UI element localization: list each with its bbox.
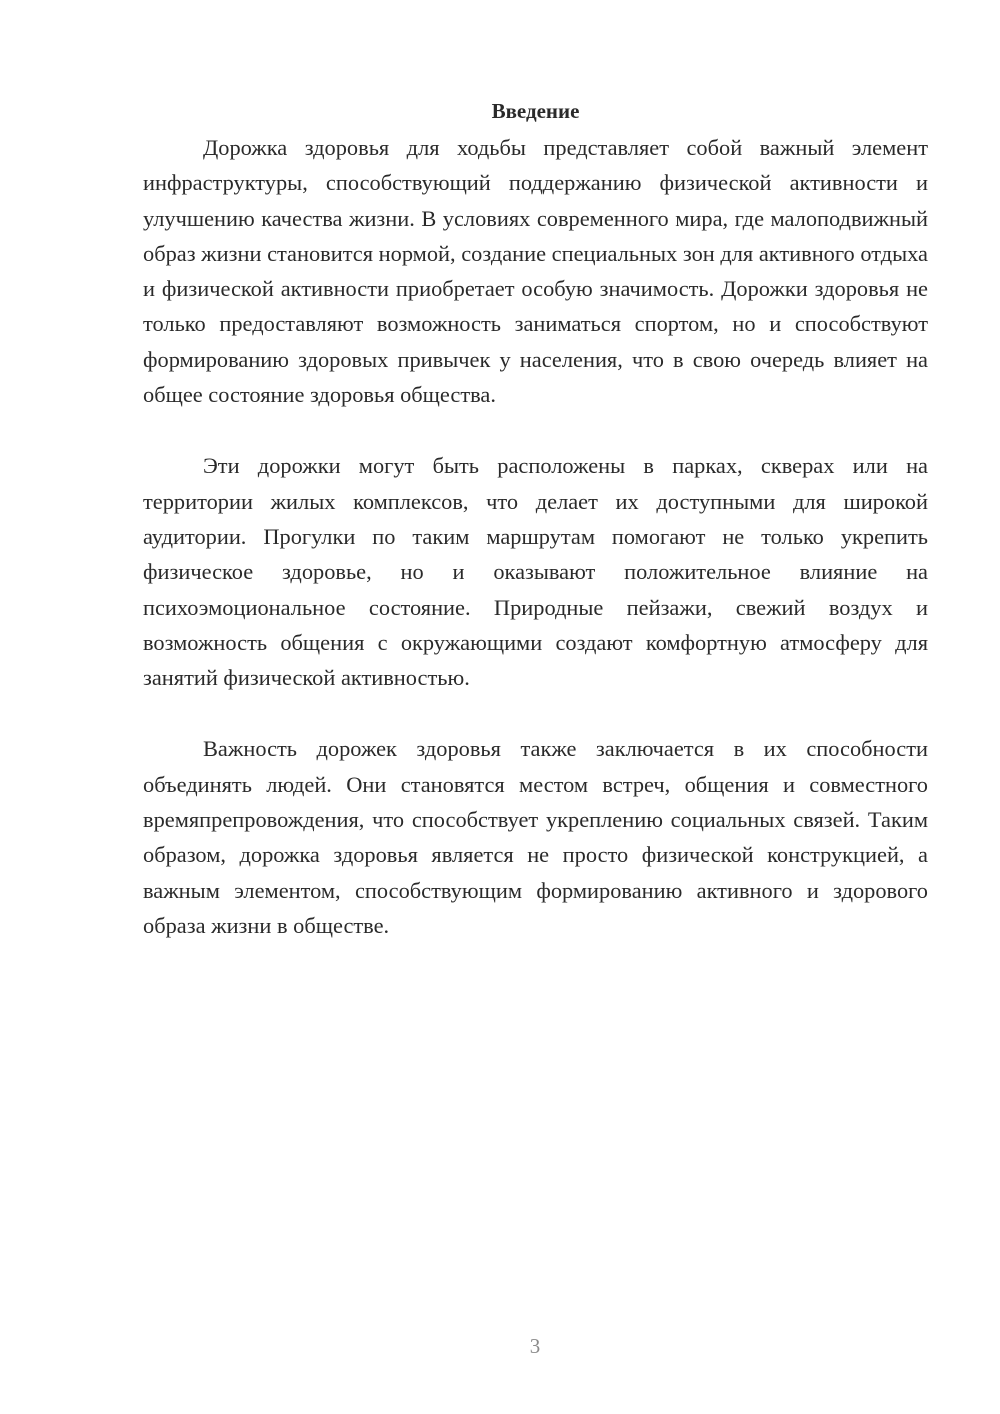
page-content [143, 96, 928, 979]
section-heading: Введение [491, 99, 580, 123]
paragraph-1: Дорожка здоровья для ходьбы представляет собой важный элемент инфраструктуры, способствующий поддержанию физической активности и улучшению качества жизни. В условиях современного мира, где малоподвижный образ жизни становится нормой, создание специальных зон для активного отдыха и физической активности приобретает особую значимость. Дорожки здоровья не только предоставляют возможность заниматься спортом, но и способствуют формированию здоровых привычек у населения, что в свою очередь влияет на общее состояние здоровья общества. [143, 135, 928, 408]
page-number: 3 [529, 1334, 541, 1358]
paragraph-3: Важность дорожек здоровья также заключается в их способности объединять людей. Они становятся местом встреч, общения и совместного времяпрепровождения, что способствует укреплению социальных связей. Таким образом, дорожка здоровья является не просто физической конструкцией, а важным элементом, способствующим формированию активного и здорового образа жизни в обществе. [143, 736, 928, 938]
paragraph-2: Эти дорожки могут быть расположены в парках, скверах или на территории жилых комплексов, что делает их доступными для широкой аудитории. Прогулки по таким маршрутам помогают не только укрепить физическое здоровье, но и оказывают положительное влияние на психоэмоциональное состояние. Природные пейзажи, свежий воздух и возможность общения с окружающими создают комфортную атмосферу для занятий физической активностью. [143, 453, 928, 691]
